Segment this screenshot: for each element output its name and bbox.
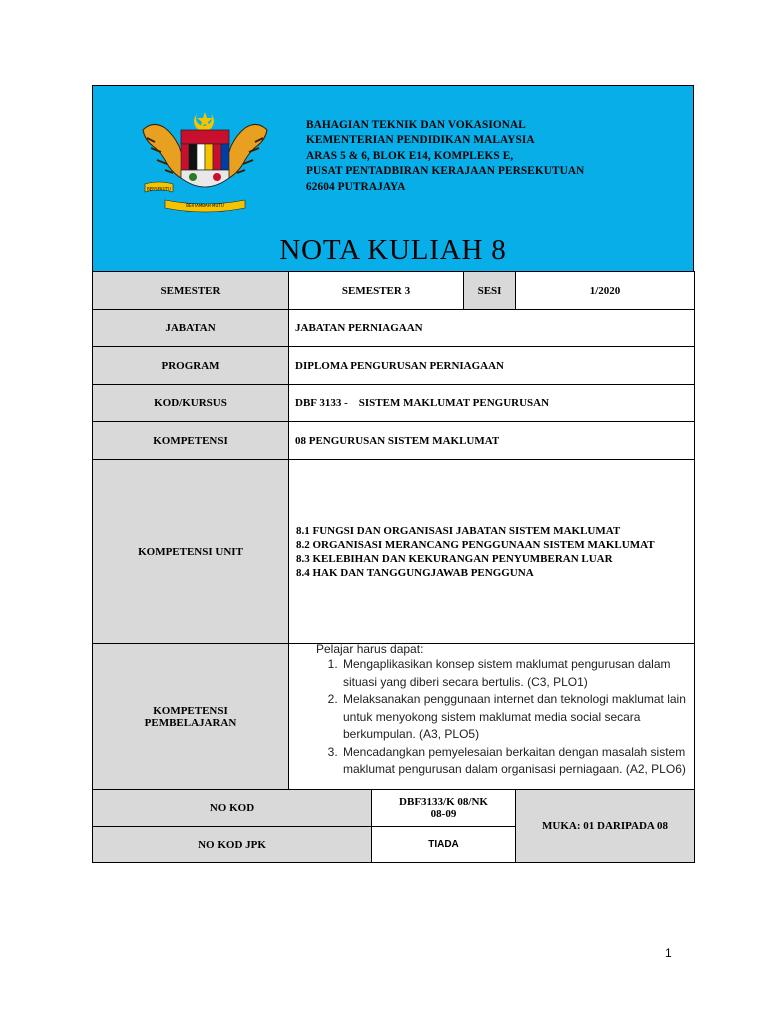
kompetensi-pembelajaran-value [289, 644, 695, 790]
svg-text:BERSEKUTU: BERSEKUTU [147, 186, 171, 192]
kompetensi-label: KOMPETENSI [93, 422, 289, 460]
kompetensi-unit-value [289, 460, 695, 644]
kompetensi-value: 08 PENGURUSAN SISTEM MAKLUMAT [289, 422, 695, 460]
agency-line: PUSAT PENTADBIRAN KERAJAAN PERSEKUTUAN [306, 165, 585, 178]
svg-text:BERTAMBAH MUTU: BERTAMBAH MUTU [186, 203, 224, 208]
list-item: 1. Mengaplikasikan konsep sistem maklumat pengurusan dalam situasi yang diberi secara bertulis. (C3, PLO1) [341, 656, 688, 691]
kompetensi-unit-label: KOMPETENSI UNIT [93, 460, 289, 644]
no-kod-jpk-value: TIADA [372, 827, 516, 863]
document-page [92, 85, 694, 863]
page-number: 1 [665, 946, 672, 960]
semester-value: SEMESTER 3 [289, 272, 464, 310]
jabatan-value: JABATAN PERNIAGAAN [289, 310, 695, 347]
agency-line: 62604 PUTRAJAYA [306, 180, 406, 193]
list-item: 8.1 FUNGSI DAN ORGANISASI JABATAN SISTEM MAKLUMAT [296, 524, 621, 537]
document-title: NOTA KULIAH 8 [279, 234, 507, 266]
program-label: PROGRAM [93, 347, 289, 385]
agency-line: KEMENTERIAN PENDIDIKAN MALAYSIA [306, 134, 535, 147]
agency-address [306, 118, 584, 195]
coat-of-arms-icon [135, 108, 275, 218]
unit-list [289, 524, 694, 580]
agency-line: BAHAGIAN TEKNIK DAN VOKASIONAL [306, 119, 526, 131]
learning-intro: Pelajar harus dapat: [316, 642, 424, 656]
table-row [93, 644, 695, 790]
kod-kursus-label: KOD/KURSUS [93, 385, 289, 422]
list-item: 8.3 KELEBIHAN DAN KEKURANGAN PENYUMBERAN LUAR [296, 552, 613, 565]
no-kod-value: DBF3133/K 08/NK 08-09 [372, 790, 516, 827]
semester-label: SEMESTER [93, 272, 289, 310]
learning-list [316, 656, 688, 779]
table-row [93, 385, 695, 422]
list-item: 3. Mencadangkan pemyelesaian berkaitan dengan masalah sistem maklumat pengurusan dalam organisasi perniagaan. (A2, PLO6) [341, 744, 688, 779]
table-row [93, 460, 695, 644]
table-row [93, 347, 695, 385]
table-row [93, 272, 695, 310]
table-row [93, 310, 695, 347]
jabatan-label: JABATAN [93, 310, 289, 347]
header-banner [92, 85, 694, 271]
list-item: 8.4 HAK DAN TANGGUNGJAWAB PENGGUNA [296, 566, 534, 579]
sesi-value: 1/2020 [516, 272, 695, 310]
list-item: 2. Melaksanakan penggunaan internet dan teknologi maklumat lain untuk menyokong sistem maklumat media social secara berkumpulan. (A3, PLO5) [341, 691, 688, 744]
learning-outcomes [289, 642, 694, 779]
table-row [93, 790, 695, 827]
info-table [92, 271, 695, 863]
agency-line: ARAS 5 & 6, BLOK E14, KOMPLEKS E, [306, 149, 514, 162]
kod-kursus-value: DBF 3133 - SISTEM MAKLUMAT PENGURUSAN [289, 385, 695, 422]
program-value: DIPLOMA PENGURUSAN PERNIAGAAN [289, 347, 695, 385]
no-kod-jpk-label: NO KOD JPK [93, 827, 372, 863]
sesi-label: SESI [464, 272, 516, 310]
table-row [93, 422, 695, 460]
kompetensi-pembelajaran-label: KOMPETENSI PEMBELAJARAN [93, 644, 289, 790]
muka-label: MUKA: 01 DARIPADA 08 [516, 790, 695, 863]
no-kod-label: NO KOD [93, 790, 372, 827]
list-item: 8.2 ORGANISASI MERANCANG PENGGUNAAN SISTEM MAKLUMAT [296, 538, 655, 551]
